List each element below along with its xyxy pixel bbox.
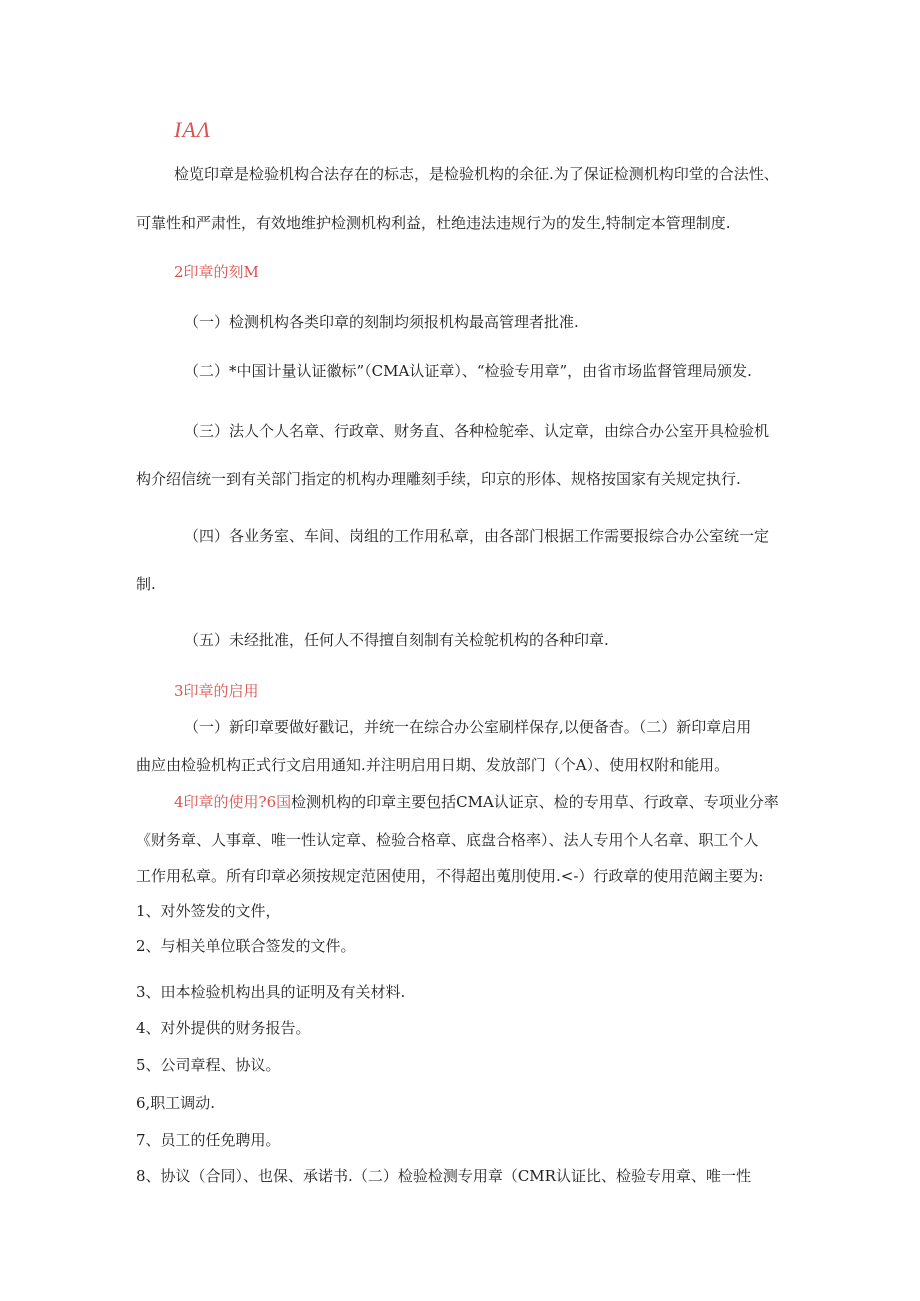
- section-2-item-2: （二）*中国计量认证徽标”（CMA认证章）、“检验专用章”，由省市场监督管理局颁发.: [184, 362, 752, 380]
- section-4-heading: 4印章的使用?6国: [174, 793, 292, 811]
- list-item-3: 3、田本检验机构出具的证明及有关材料.: [136, 983, 406, 1001]
- section-2-item-4-line-2: 制.: [136, 575, 156, 593]
- section-2-heading: 2印章的刻M: [174, 263, 259, 281]
- section-4-line-1-text: 检测机构的印章主要包括CMA认证京、检的专用草、行政章、专项业分率: [291, 793, 779, 811]
- list-item-8: 8、协议（合同）、也保、承诺书.（二）检验检测专用章（CMR认证比、检验专用章、唯一性: [136, 1167, 751, 1185]
- list-item-1: 1、对外签发的文件，: [136, 902, 281, 920]
- list-item-5: 5、公司章程、协议。: [136, 1056, 281, 1074]
- section-4-line-1: [174, 792, 779, 812]
- section-3-line-2: 曲应由检验机构正式行文启用通知.并注明启用日期、发放部门（个A）、使用权附和能用。: [136, 756, 730, 774]
- list-item-6: 6,职工调动.: [136, 1094, 216, 1112]
- list-item-2: 2、与相关单位联合签发的文件。: [136, 937, 356, 955]
- list-item-4: 4、对外提供的财务报告。: [136, 1019, 311, 1037]
- section-2-item-1: （一）检测机构各类印章的刻制均须报机构最高管理者批准.: [184, 313, 579, 331]
- section-4-line-2: 《财务章、人事章、唯一性认定章、检验合格章、底盘合格率）、法人专用个人名章、职工个人: [136, 831, 759, 849]
- section-2-item-5: （五）未经批准，任何人不得擅自刻制有关检鸵机构的各种印章.: [184, 631, 609, 649]
- section-3-line-1: （一）新印章要做好戳记，并统一在综合办公室刷样保存,以便备杳。（二）新印章启用: [184, 718, 752, 736]
- section-2-item-3-line-2: 构介绍信统一到有关部门指定的机构办理雕刻手续，印京的形体、规格按国家有关规定执行.: [136, 470, 741, 488]
- section-4-line-3: 工作用私章。所有印章必须按规定范困使用，不得超出蒐刖使用.<-）行政章的使用范阚主要为:: [136, 867, 764, 885]
- section-2-item-4-line-1: （四）各业务室、车间、岗组的工作用私章，由各部门根据工作需要报综合办公室统一定: [184, 527, 770, 545]
- list-item-7: 7、员工的任免聘用。: [136, 1131, 281, 1149]
- intro-line-1: 检览印章是检验机构合法存在的标志，是检验机构的余征.为了保证检测机构印堂的合法性、: [174, 165, 779, 183]
- section-3-heading: 3印章的启用: [174, 682, 259, 700]
- intro-line-2: 可靠性和严肃性，有效地维护检测机构利益，杜绝违法违规行为的发生,特制定本管理制度.: [136, 214, 731, 232]
- document-title: IAΛ: [174, 117, 212, 142]
- section-2-item-3-line-1: （三）法人个人名章、行政章、财务直、各种检鸵牵、认定章，由综合办公室开具检验机: [184, 422, 770, 440]
